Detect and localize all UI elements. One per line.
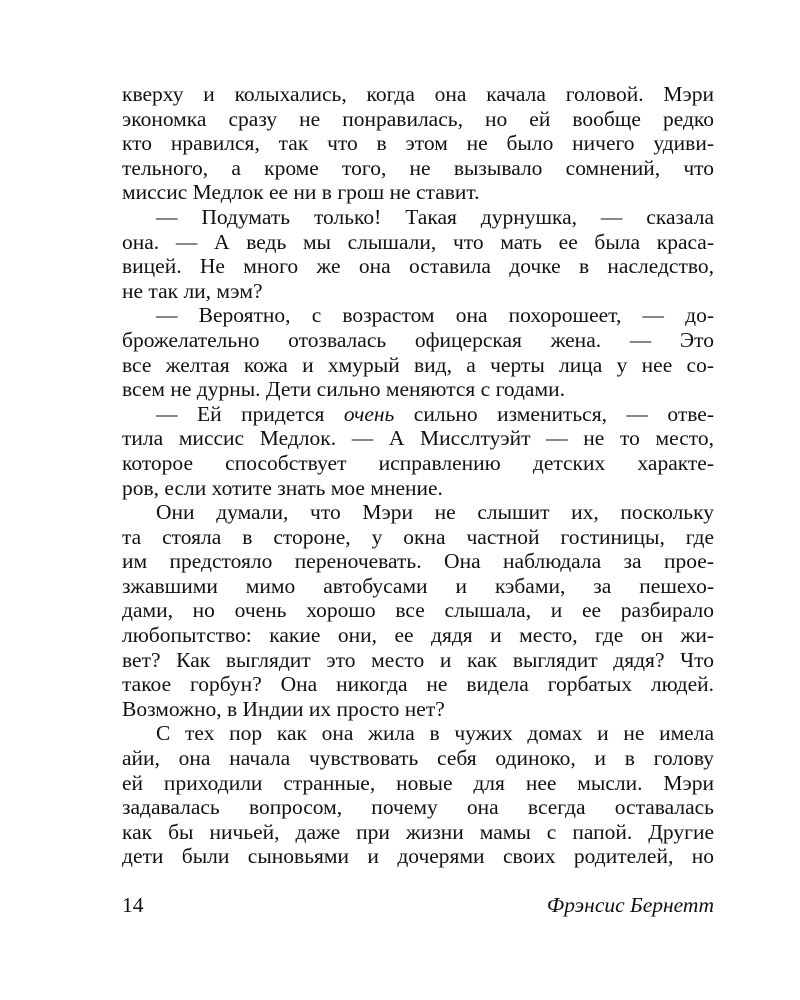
text-line: им предстояло переночевать. Она наблюдала за прое-: [122, 549, 714, 574]
text-line: дети были сыновьями и дочерями своих родителей, но: [122, 844, 714, 869]
text-line: такое горбун? Она никогда не видела горбатых людей.: [122, 672, 714, 697]
text-line: Они думали, что Мэри не слышит их, поскольку: [156, 500, 714, 525]
text-line: вет? Как выглядит это место и как выглядит дядя? Что: [122, 647, 714, 672]
text-line: — Вероятно, с возрастом она похорошеет, — до-: [156, 303, 714, 328]
page-number: 14: [122, 893, 144, 917]
emphasized-word: очень: [343, 401, 395, 426]
text-line: ров, если хотите знать мое мнение.: [122, 475, 443, 500]
text-line: кто нравился, так что в этом не было ничего удиви-: [122, 131, 714, 156]
text-fragment: сильно измениться, — отве-: [394, 401, 714, 426]
text-line: всем не дурны. Дети сильно меняются с годами.: [122, 377, 565, 402]
text-line: ей приходили странные, новые для нее мысли. Мэри: [122, 770, 714, 795]
text-line: которое способствует исправлению детских характе-: [122, 450, 714, 475]
text-line: тила миссис Медлок. — А Мисслтуэйт — не то место,: [122, 426, 714, 451]
text-line: айи, она начала чувствовать себя одиноко, и в голову: [122, 746, 714, 771]
text-line: любопытство: какие они, ее дядя и место, где он жи-: [122, 623, 714, 648]
text-line: зжавшими мимо автобусами и кэбами, за пешехо-: [122, 573, 714, 598]
text-line: дами, но очень хорошо все слышала, и ее разбирало: [122, 598, 714, 623]
text-line: экономка сразу не понравилась, но ей вообще редко: [122, 106, 714, 131]
text-line: брожелательно отозвалась офицерская жена. — Это: [122, 327, 714, 352]
text-line: задавалась вопросом, почему она всегда оставалась: [122, 795, 714, 820]
text-line: все желтая кожа и хмурый вид, а черты лица у нее со-: [122, 352, 714, 377]
text-line: С тех пор как она жила в чужих домах и не имела: [156, 721, 714, 746]
text-line: миссис Медлок ее ни в грош не ставит.: [122, 180, 480, 205]
text-line: та стояла в стороне, у окна частной гостиницы, где: [122, 524, 714, 549]
text-line: тельного, а кроме того, не вызывало сомнений, что: [122, 155, 714, 180]
text-line-with-emphasis: [122, 402, 714, 427]
text-line: кверху и колыхались, когда она качала головой. Мэри: [122, 82, 714, 106]
text-line: она. — А ведь мы слышали, что мать ее была краса-: [122, 229, 714, 254]
running-author: Фрэнсис Бернетт: [546, 893, 714, 917]
text-line: как бы ничьей, даже при жизни мамы с папой. Другие: [122, 819, 714, 844]
text-line: вицей. Не много же она оставила дочке в наследство,: [122, 254, 714, 279]
text-line: Возможно, в Индии их просто нет?: [122, 696, 445, 721]
page-footer: [122, 893, 714, 923]
text-fragment: — Ей придется: [156, 401, 344, 426]
text-line: — Подумать только! Такая дурнушка, — сказала: [156, 204, 714, 229]
text-line: не так ли, мэм?: [122, 278, 263, 303]
page-body: [122, 82, 714, 869]
